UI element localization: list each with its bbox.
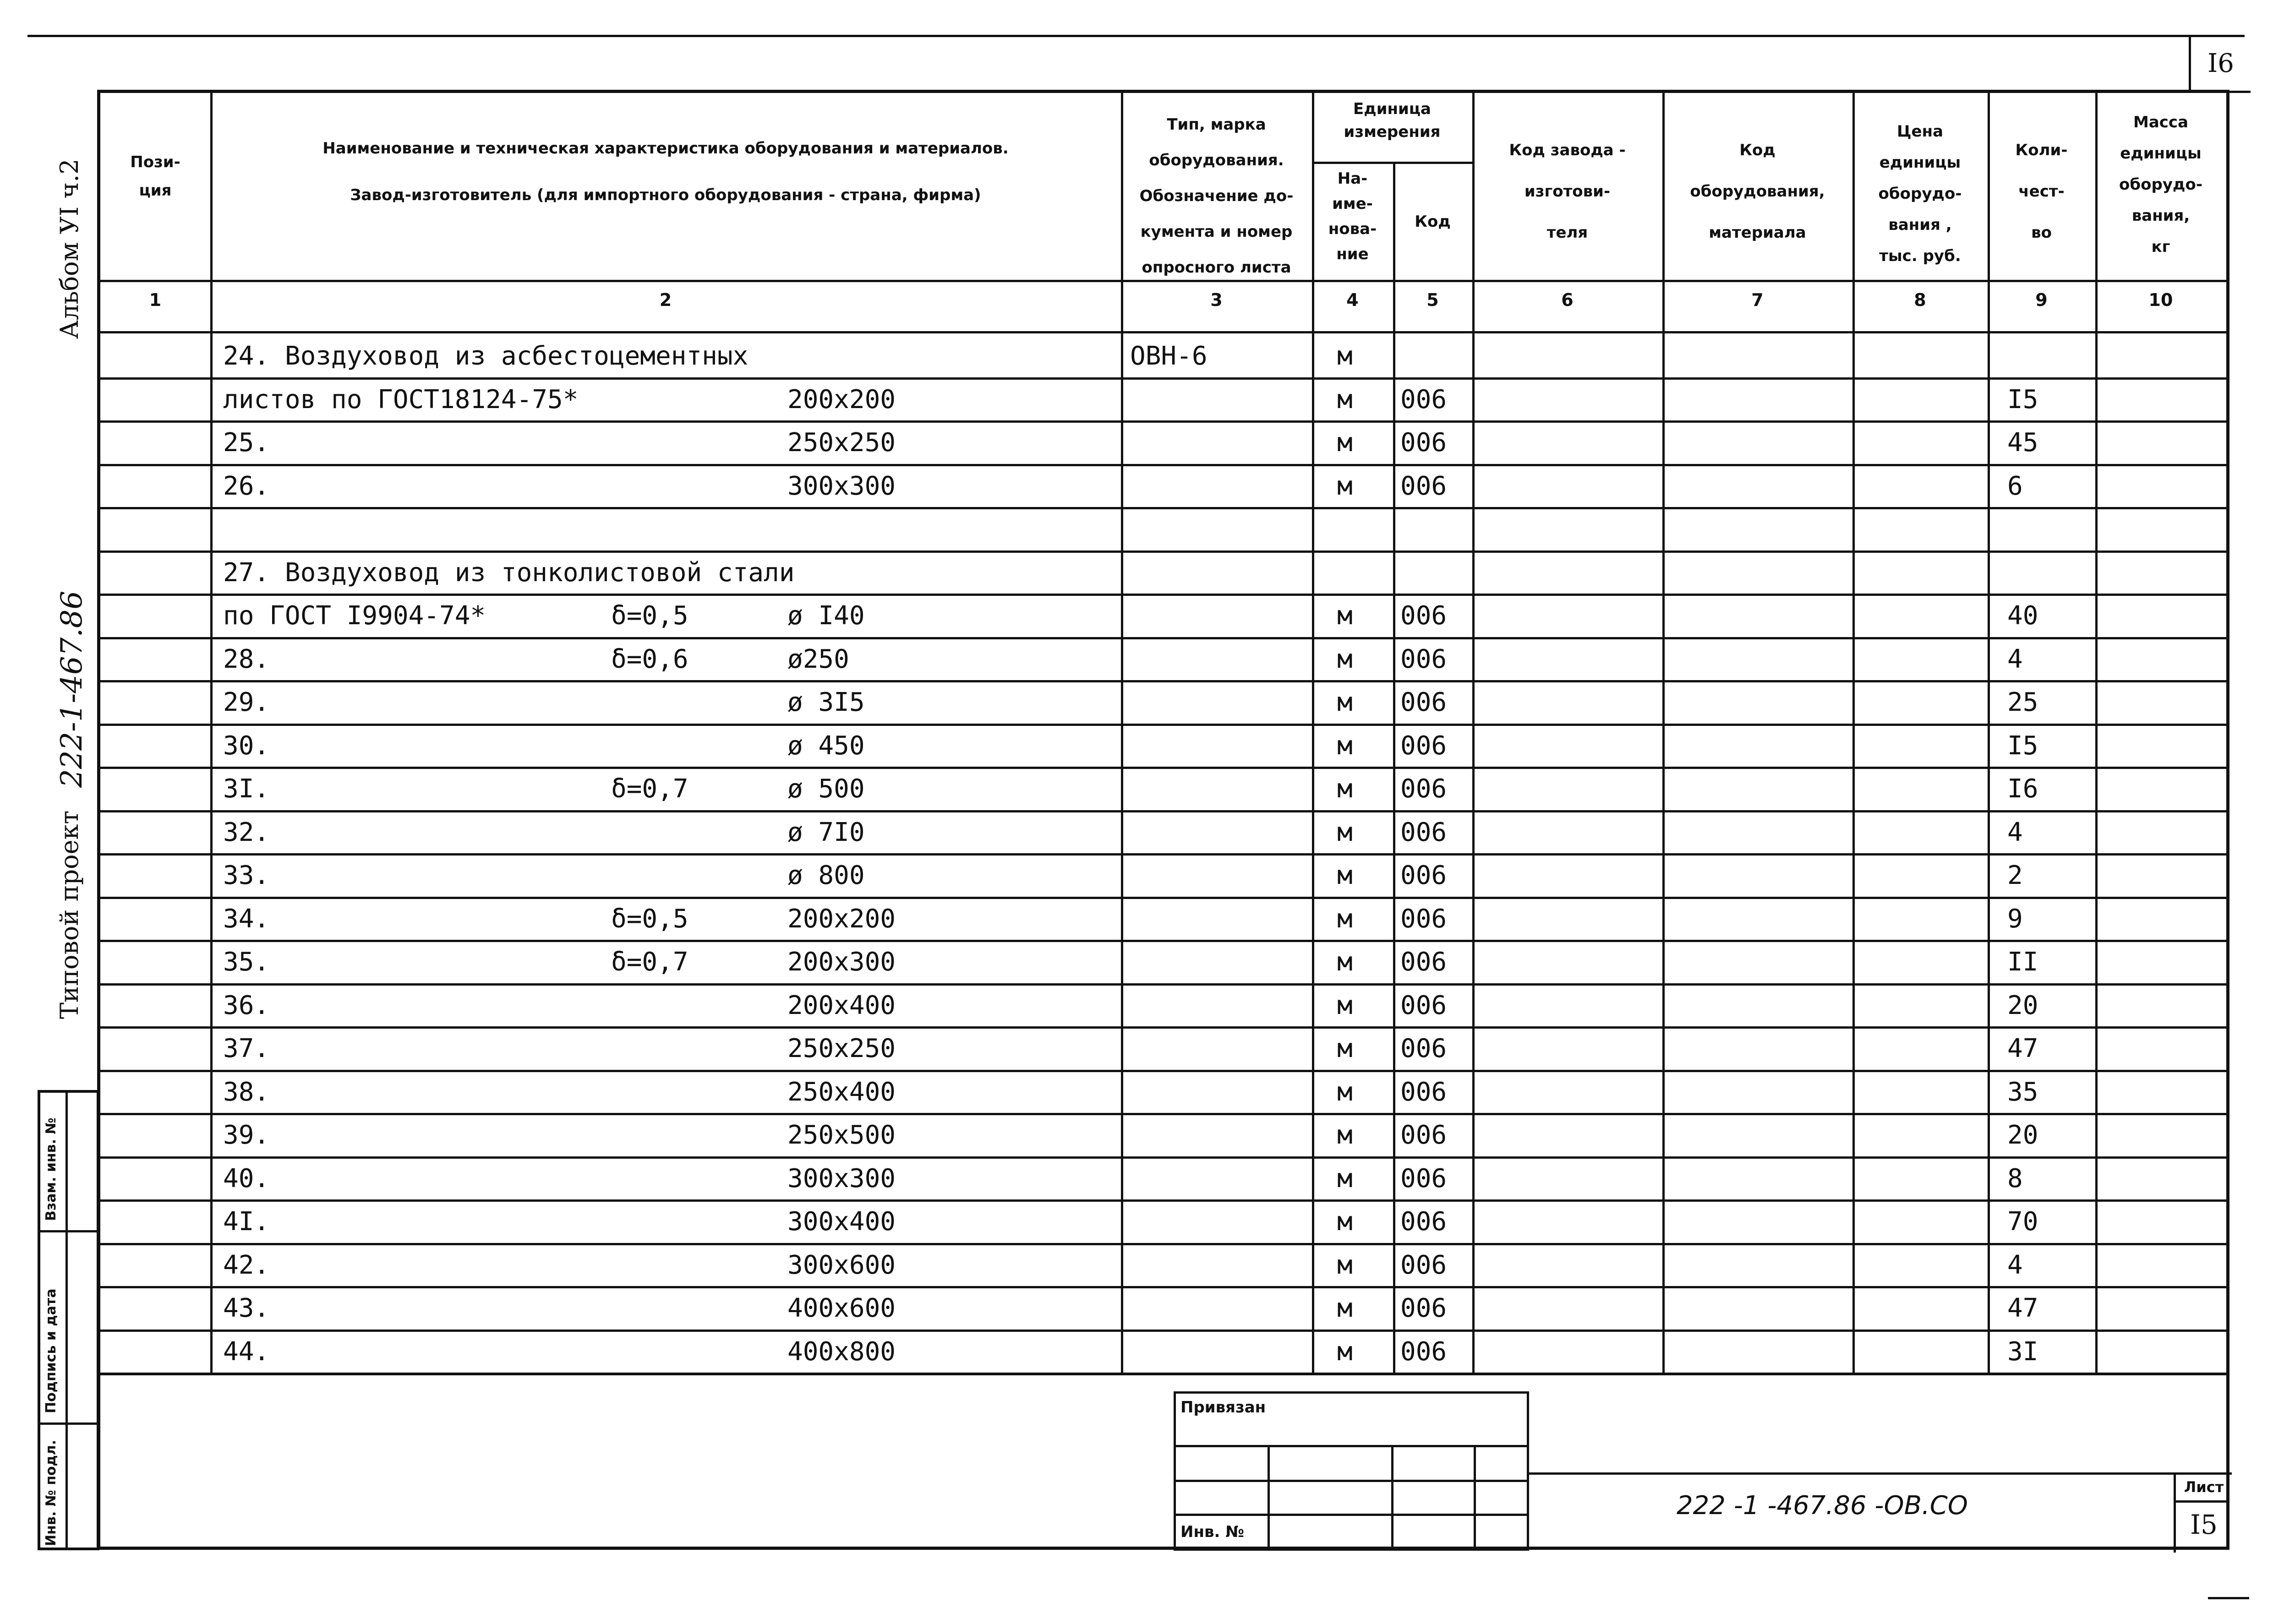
header-unit-name: На- име- нова- ние — [1328, 169, 1377, 263]
cell-code: 006 — [1400, 1120, 1447, 1150]
cell-code: 006 — [1400, 384, 1447, 414]
header-price: Цена единицы оборудо- вания , тыс. руб. — [1878, 122, 1962, 265]
header-unit: Единица измерения — [1344, 100, 1441, 141]
cell-unit: м — [1337, 1034, 1353, 1063]
cell-unit: м — [1337, 730, 1353, 761]
cell-code: 006 — [1400, 817, 1447, 847]
cell-qty: 25 — [2007, 687, 2038, 717]
cell-code: 006 — [1400, 1207, 1447, 1237]
cell-code: 006 — [1400, 1293, 1447, 1323]
header-type: Тип, марка оборудования. Обозначение до- кумента и номер опросного листа — [1139, 115, 1294, 277]
cell-unit: м — [1337, 817, 1353, 847]
sheet-label: Лист — [2184, 1478, 2224, 1496]
cell-size: ø 3I5 — [787, 687, 865, 717]
cell-name: по ГОСТ I9904-74* — [223, 601, 486, 631]
album-title: Альбом УI ч.2 — [55, 158, 84, 339]
header-name: Наименование и техническая характеристика оборудования и материалов. Завод-изготовитель (для импортного оборудования - страна, фирма) — [322, 139, 1009, 204]
cell-unit: м — [1337, 861, 1353, 890]
cell-code: 006 — [1400, 774, 1447, 804]
colnum-2: 2 — [659, 290, 672, 310]
cell-size: 300х300 — [787, 1163, 896, 1193]
binding-stamp — [1174, 1391, 1529, 1551]
colnum-5: 5 — [1426, 290, 1439, 310]
cell-unit: м — [1337, 1120, 1353, 1150]
cell-unit: м — [1337, 904, 1353, 934]
cell-code: 006 — [1400, 990, 1447, 1020]
cell-name: 27. Воздуховод из тонколистовой стали — [223, 557, 795, 588]
cell-name: 35. — [223, 947, 270, 977]
cell-type: ОВН-6 — [1130, 341, 1208, 371]
top-border-line — [27, 35, 2245, 37]
cell-name: 39. — [223, 1120, 270, 1150]
replace-inv-label: Взам. инв. № — [43, 1117, 59, 1221]
cell-name: 30. — [223, 730, 270, 761]
cell-unit: м — [1337, 687, 1353, 717]
project-code-side: 222-1-467.86 — [55, 590, 89, 788]
cell-name: 36. — [223, 990, 270, 1020]
cell-unit: м — [1337, 1293, 1353, 1323]
cell-qty: 2 — [2007, 861, 2023, 890]
cell-code: 006 — [1400, 1336, 1447, 1367]
cell-name: 32. — [223, 817, 270, 847]
cell-name: 33. — [223, 861, 270, 890]
cell-name: 4I. — [223, 1207, 270, 1237]
cell-spec: δ=0,7 — [611, 774, 688, 804]
cell-code: 006 — [1400, 601, 1447, 631]
document-code: 222 -1 -467.86 -ОВ.СО — [1677, 1491, 1968, 1520]
cell-size: ø250 — [787, 644, 849, 674]
cell-size: ø 500 — [787, 774, 865, 804]
approval-stamp-column — [38, 1090, 99, 1550]
cell-size: 400х600 — [787, 1293, 896, 1323]
colnum-8: 8 — [1914, 290, 1926, 310]
cell-unit: м — [1337, 774, 1353, 804]
colnum-4: 4 — [1346, 290, 1359, 310]
corner-dash — [2208, 1597, 2249, 1599]
colnum-7: 7 — [1751, 290, 1764, 310]
header-quantity: Коли- чест- во — [2015, 141, 2068, 242]
cell-size: ø 7I0 — [787, 817, 865, 847]
cell-size: 250х250 — [787, 1034, 896, 1063]
cell-unit: м — [1337, 947, 1353, 977]
header-plant-code: Код завода - изготови- теля — [1509, 141, 1626, 242]
page-number: I6 — [2207, 49, 2234, 78]
cell-unit: м — [1337, 1163, 1353, 1193]
cell-qty: 20 — [2007, 1120, 2038, 1150]
cell-name: 29. — [223, 687, 270, 717]
cell-unit: м — [1337, 384, 1353, 414]
cell-size: 250х250 — [787, 428, 896, 458]
cell-name: 42. — [223, 1250, 270, 1280]
title-block-line — [1529, 1472, 2175, 1475]
cell-spec: δ=0,5 — [611, 904, 688, 934]
cell-name: 40. — [223, 1163, 270, 1193]
sheet-number: I5 — [2190, 1509, 2218, 1540]
cell-spec: δ=0,6 — [611, 644, 688, 674]
cell-size: 200х400 — [787, 990, 896, 1020]
cell-size: 300х600 — [787, 1250, 896, 1280]
cell-spec: δ=0,5 — [611, 601, 688, 631]
sign-date-label: Подпись и дата — [43, 1288, 59, 1413]
sheet-box — [2174, 1472, 2232, 1553]
cell-code: 006 — [1400, 1163, 1447, 1193]
cell-qty: 4 — [2007, 1250, 2023, 1280]
cell-code: 006 — [1400, 1034, 1447, 1063]
cell-size: 300х300 — [787, 471, 896, 501]
cell-code: 006 — [1400, 947, 1447, 977]
cell-name: 3I. — [223, 774, 270, 804]
cell-unit: м — [1337, 1207, 1353, 1237]
header-unit-code: Код — [1415, 213, 1451, 231]
cell-code: 006 — [1400, 471, 1447, 501]
cell-code: 006 — [1400, 687, 1447, 717]
cell-qty: 20 — [2007, 990, 2038, 1020]
cell-name: 44. — [223, 1336, 270, 1367]
cell-qty: 3I — [2007, 1336, 2038, 1367]
colnum-10: 10 — [2148, 290, 2173, 310]
cell-size: 200х200 — [787, 384, 896, 414]
cell-code: 006 — [1400, 1077, 1447, 1107]
cell-size: 300х400 — [787, 1207, 896, 1237]
cell-name: 25. — [223, 428, 270, 458]
bound-label: Привязан — [1180, 1398, 1266, 1417]
cell-qty: II — [2007, 947, 2038, 977]
cell-unit: м — [1337, 1250, 1353, 1280]
cell-name: 34. — [223, 904, 270, 934]
cell-code: 006 — [1400, 904, 1447, 934]
cell-qty: 4 — [2007, 644, 2023, 674]
header-equipment-code: Код оборудования, материала — [1690, 141, 1825, 242]
cell-qty: 6 — [2007, 471, 2023, 501]
cell-name: 24. Воздуховод из асбестоцементных — [223, 341, 749, 371]
cell-code: 006 — [1400, 730, 1447, 761]
cell-unit: м — [1337, 644, 1353, 674]
project-type-label: Типовой проект — [55, 810, 84, 1019]
cell-code: 006 — [1400, 644, 1447, 674]
cell-qty: 9 — [2007, 904, 2023, 934]
cell-unit: м — [1337, 471, 1353, 501]
cell-unit: м — [1337, 341, 1353, 371]
header-position: Пози- ция — [130, 153, 180, 200]
colnum-9: 9 — [2035, 290, 2048, 310]
cell-qty: I5 — [2007, 384, 2038, 414]
cell-name: 26. — [223, 471, 270, 501]
cell-qty: 47 — [2007, 1034, 2038, 1063]
cell-unit: м — [1337, 601, 1353, 631]
cell-name: 38. — [223, 1077, 270, 1107]
cell-qty: 40 — [2007, 601, 2038, 631]
cell-unit: м — [1337, 1077, 1353, 1107]
inv-no-label: Инв. № — [1180, 1523, 1245, 1541]
cell-spec: δ=0,7 — [611, 947, 688, 977]
cell-unit: м — [1337, 428, 1353, 458]
cell-name: 43. — [223, 1293, 270, 1323]
cell-unit: м — [1337, 990, 1353, 1020]
page-number-box — [2189, 36, 2251, 93]
cell-size: ø 450 — [787, 730, 865, 761]
cell-qty: 47 — [2007, 1293, 2038, 1323]
header-mass: Масса единицы оборудо- вания, кг — [2119, 113, 2202, 256]
cell-qty: 45 — [2007, 428, 2038, 458]
cell-name: 28. — [223, 644, 270, 674]
colnum-1: 1 — [149, 290, 162, 310]
cell-qty: 8 — [2007, 1163, 2023, 1193]
cell-unit: м — [1337, 1336, 1353, 1367]
colnum-3: 3 — [1210, 290, 1223, 310]
cell-size: 250х400 — [787, 1077, 896, 1107]
inv-orig-label: Инв. № подл. — [43, 1439, 59, 1546]
cell-qty: 70 — [2007, 1207, 2038, 1237]
cell-size: 200х300 — [787, 947, 896, 977]
cell-qty: 4 — [2007, 817, 2023, 847]
cell-qty: 35 — [2007, 1077, 2038, 1107]
cell-code: 006 — [1400, 861, 1447, 890]
cell-size: 250х500 — [787, 1120, 896, 1150]
cell-qty: I5 — [2007, 730, 2038, 761]
cell-size: 200х200 — [787, 904, 896, 934]
cell-code: 006 — [1400, 1250, 1447, 1280]
specification-table — [97, 90, 2229, 1550]
colnum-6: 6 — [1561, 290, 1574, 310]
cell-name: листов по ГОСТ18124-75* — [223, 384, 579, 414]
cell-name: 37. — [223, 1034, 270, 1063]
cell-code: 006 — [1400, 428, 1447, 458]
cell-size: ø I40 — [787, 601, 865, 631]
cell-qty: I6 — [2007, 774, 2038, 804]
cell-size: ø 800 — [787, 861, 865, 890]
cell-size: 400х800 — [787, 1336, 896, 1367]
